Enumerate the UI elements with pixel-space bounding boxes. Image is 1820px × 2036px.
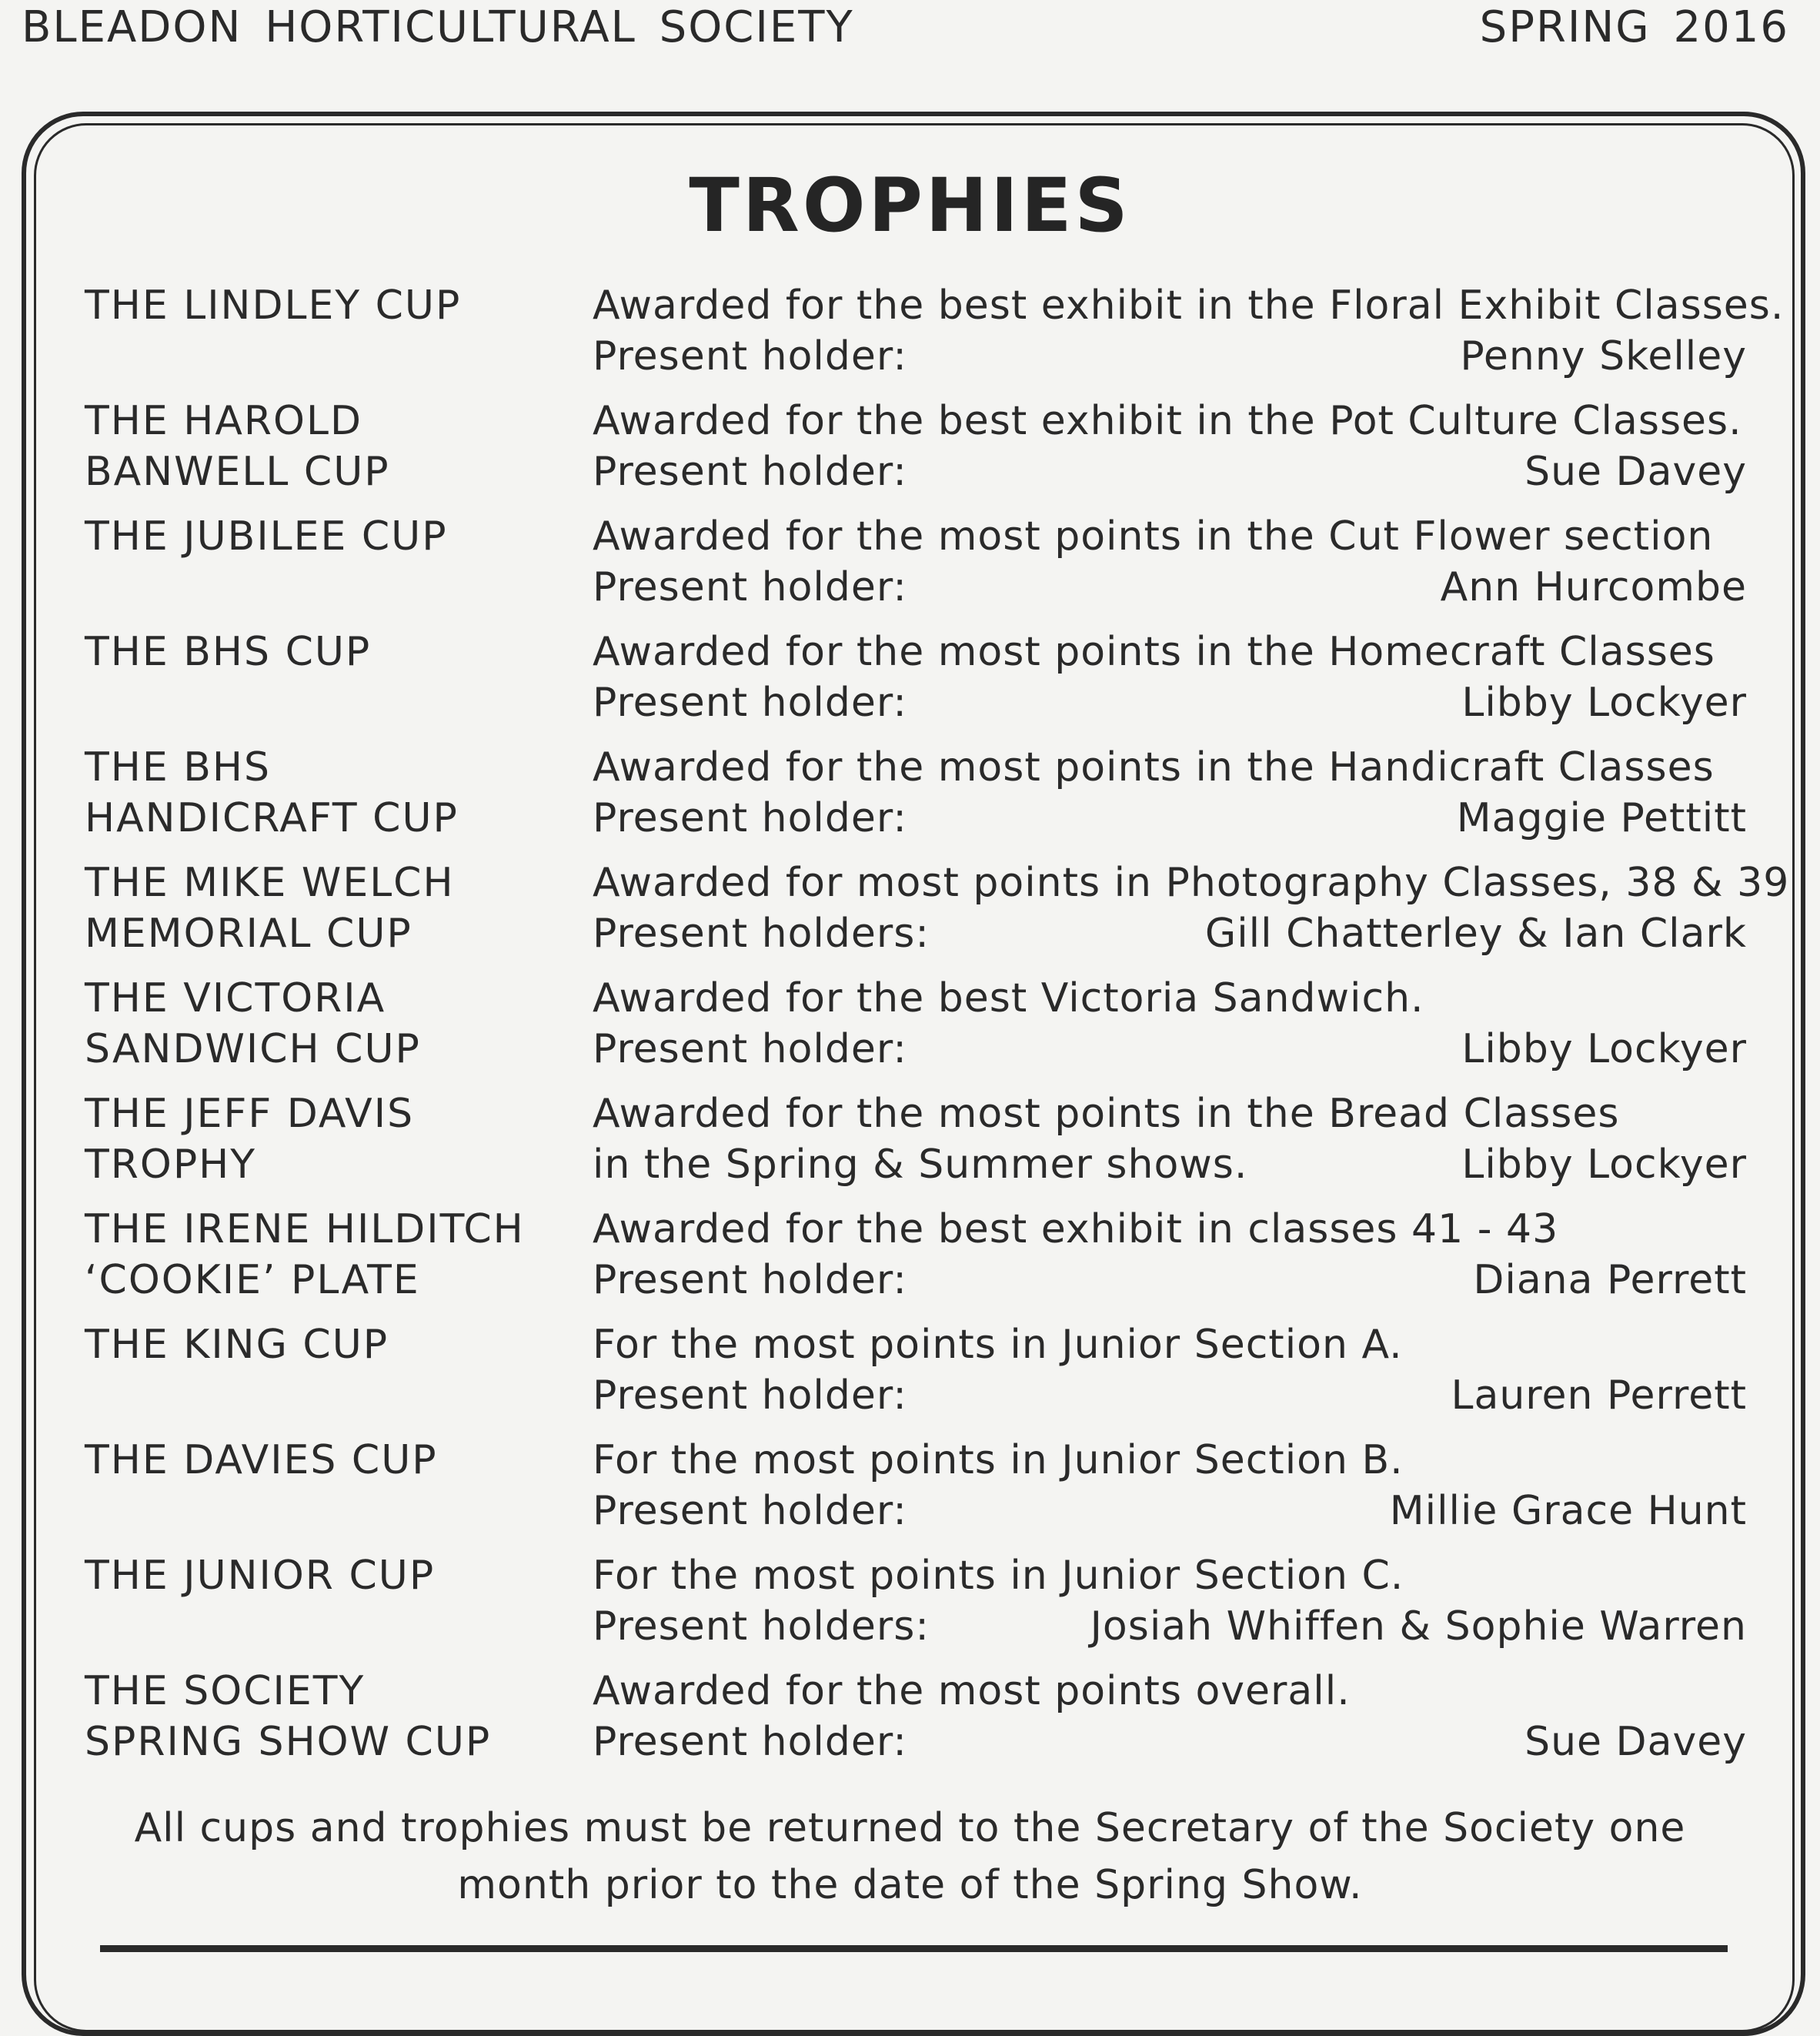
holder-label: Present holder: <box>593 795 907 841</box>
trophy-row <box>85 511 1747 627</box>
trophy-name-line1: THE BHS CUP <box>85 629 372 675</box>
trophy-name-line1: THE JUNIOR CUP <box>85 1553 436 1599</box>
holder-label: Present holders: <box>593 1603 930 1650</box>
trophy-name-line1: THE JEFF DAVIS <box>85 1091 415 1137</box>
holder-name: Sue Davey <box>1524 449 1747 495</box>
trophy-description: Awarded for the most points in the Homecraft Classes <box>593 629 1715 675</box>
holder-name: Sue Davey <box>1524 1719 1747 1765</box>
society-name: BLEADON HORTICULTURAL SOCIETY <box>22 2 854 52</box>
holder-label: Present holder: <box>593 1257 907 1303</box>
holder-label: Present holder: <box>593 1719 907 1765</box>
trophy-name-line1: THE BHS <box>85 744 272 791</box>
holder-name: Penny Skelley <box>1460 333 1747 379</box>
trophy-name-line2: ‘COOKIE’ PLATE <box>85 1257 420 1303</box>
trophy-description: Awarded for the best exhibit in the Pot Culture Classes. <box>593 398 1742 444</box>
page-title: TROPHIES <box>689 162 1131 249</box>
trophy-row <box>85 1666 1747 1781</box>
trophy-description: For the most points in Junior Section A. <box>593 1322 1403 1368</box>
trophy-row <box>85 627 1747 742</box>
trophy-name-line1: THE KING CUP <box>85 1322 389 1368</box>
trophy-name-line2: TROPHY <box>85 1142 257 1188</box>
trophy-name <box>85 1666 585 1767</box>
bottom-divider <box>100 1945 1728 1952</box>
return-notice-line1: All cups and trophies must be returned to the Secretary of the Society one <box>134 1805 1686 1851</box>
trophy-name <box>85 742 585 844</box>
trophy-description: Awarded for the most points in the Cut Flower section <box>593 513 1714 560</box>
trophy-name-line1: THE IRENE HILDITCH <box>85 1206 525 1252</box>
holder-name: Libby Lockyer <box>1461 1026 1747 1072</box>
trophy-row <box>85 742 1747 858</box>
trophy-description: For the most points in Junior Section C. <box>593 1553 1404 1599</box>
trophy-name-line2: HANDICRAFT CUP <box>85 795 459 841</box>
holder-name: Libby Lockyer <box>1461 1142 1747 1188</box>
trophy-row <box>85 1550 1747 1666</box>
holder-name: Gill Chatterley & Ian Clark <box>1204 911 1747 957</box>
trophy-name-line2: SPRING SHOW CUP <box>85 1719 492 1765</box>
trophy-description: Awarded for the most points in the Handicraft Classes <box>593 744 1715 791</box>
holder-name: Libby Lockyer <box>1461 680 1747 726</box>
trophy-name <box>85 280 585 331</box>
trophy-row <box>85 1088 1747 1204</box>
trophy-name-line1: THE MIKE WELCH <box>85 860 455 906</box>
holder-name: Maggie Pettitt <box>1456 795 1747 841</box>
trophy-name <box>85 396 585 497</box>
trophy-row <box>85 1204 1747 1319</box>
trophy-description: For the most points in Junior Section B. <box>593 1437 1404 1483</box>
trophy-name-line2: SANDWICH CUP <box>85 1026 421 1072</box>
holder-name: Lauren Perrett <box>1451 1372 1747 1419</box>
trophy-name <box>85 973 585 1075</box>
holder-label: Present holder: <box>593 449 907 495</box>
holder-label: Present holder: <box>593 1372 907 1419</box>
trophy-row <box>85 280 1785 396</box>
trophy-name <box>85 1319 585 1370</box>
holder-label: Present holder: <box>593 680 907 726</box>
trophy-name <box>85 1435 585 1486</box>
trophy-name-line2: BANWELL CUP <box>85 449 390 495</box>
trophy-name-line2: MEMORIAL CUP <box>85 911 412 957</box>
return-notice-line2: month prior to the date of the Spring Show. <box>457 1862 1363 1908</box>
trophy-row <box>85 1435 1747 1550</box>
trophy-name-line1: THE VICTORIA <box>85 975 386 1021</box>
holder-name: Diana Perrett <box>1473 1257 1747 1303</box>
trophy-name-line1: THE HAROLD <box>85 398 362 444</box>
issue-season: SPRING 2016 <box>1479 2 1789 52</box>
trophy-name-line1: THE SOCIETY <box>85 1668 366 1714</box>
trophy-name <box>85 511 585 562</box>
trophy-name <box>85 1204 585 1306</box>
holder-label: Present holder: <box>593 564 907 610</box>
holder-label: in the Spring & Summer shows. <box>593 1142 1248 1188</box>
holder-name: Millie Grace Hunt <box>1389 1488 1747 1534</box>
trophy-description: Awarded for most points in Photography Classes, 38 & 39 <box>593 860 1790 906</box>
holder-name: Josiah Whiffen & Sophie Warren <box>1090 1603 1747 1650</box>
trophy-description: Awarded for the most points overall. <box>593 1668 1351 1714</box>
holder-label: Present holder: <box>593 1488 907 1534</box>
trophy-name <box>85 627 585 677</box>
trophy-name <box>85 1550 585 1601</box>
holder-name: Ann Hurcombe <box>1440 564 1747 610</box>
trophy-name <box>85 1088 585 1190</box>
trophy-description: Awarded for the best Victoria Sandwich. <box>593 975 1424 1021</box>
trophy-row <box>85 973 1747 1088</box>
holder-label: Present holder: <box>593 1026 907 1072</box>
trophy-row <box>85 396 1747 511</box>
holder-label: Present holder: <box>593 333 907 379</box>
trophy-row <box>85 1319 1747 1435</box>
trophy-name-line1: THE JUBILEE CUP <box>85 513 448 560</box>
trophy-name-line1: THE LINDLEY CUP <box>85 282 462 329</box>
trophy-list <box>85 280 1790 1781</box>
trophy-name <box>85 858 585 959</box>
trophy-description: Awarded for the best exhibit in the Floral Exhibit Classes. <box>593 282 1785 329</box>
return-notice <box>0 1800 1820 1914</box>
trophy-name-line1: THE DAVIES CUP <box>85 1437 438 1483</box>
trophy-description: Awarded for the most points in the Bread Classes <box>593 1091 1620 1137</box>
trophy-description: Awarded for the best exhibit in classes 41 - 43 <box>593 1206 1559 1252</box>
holder-label: Present holders: <box>593 911 930 957</box>
trophy-row <box>85 858 1790 973</box>
